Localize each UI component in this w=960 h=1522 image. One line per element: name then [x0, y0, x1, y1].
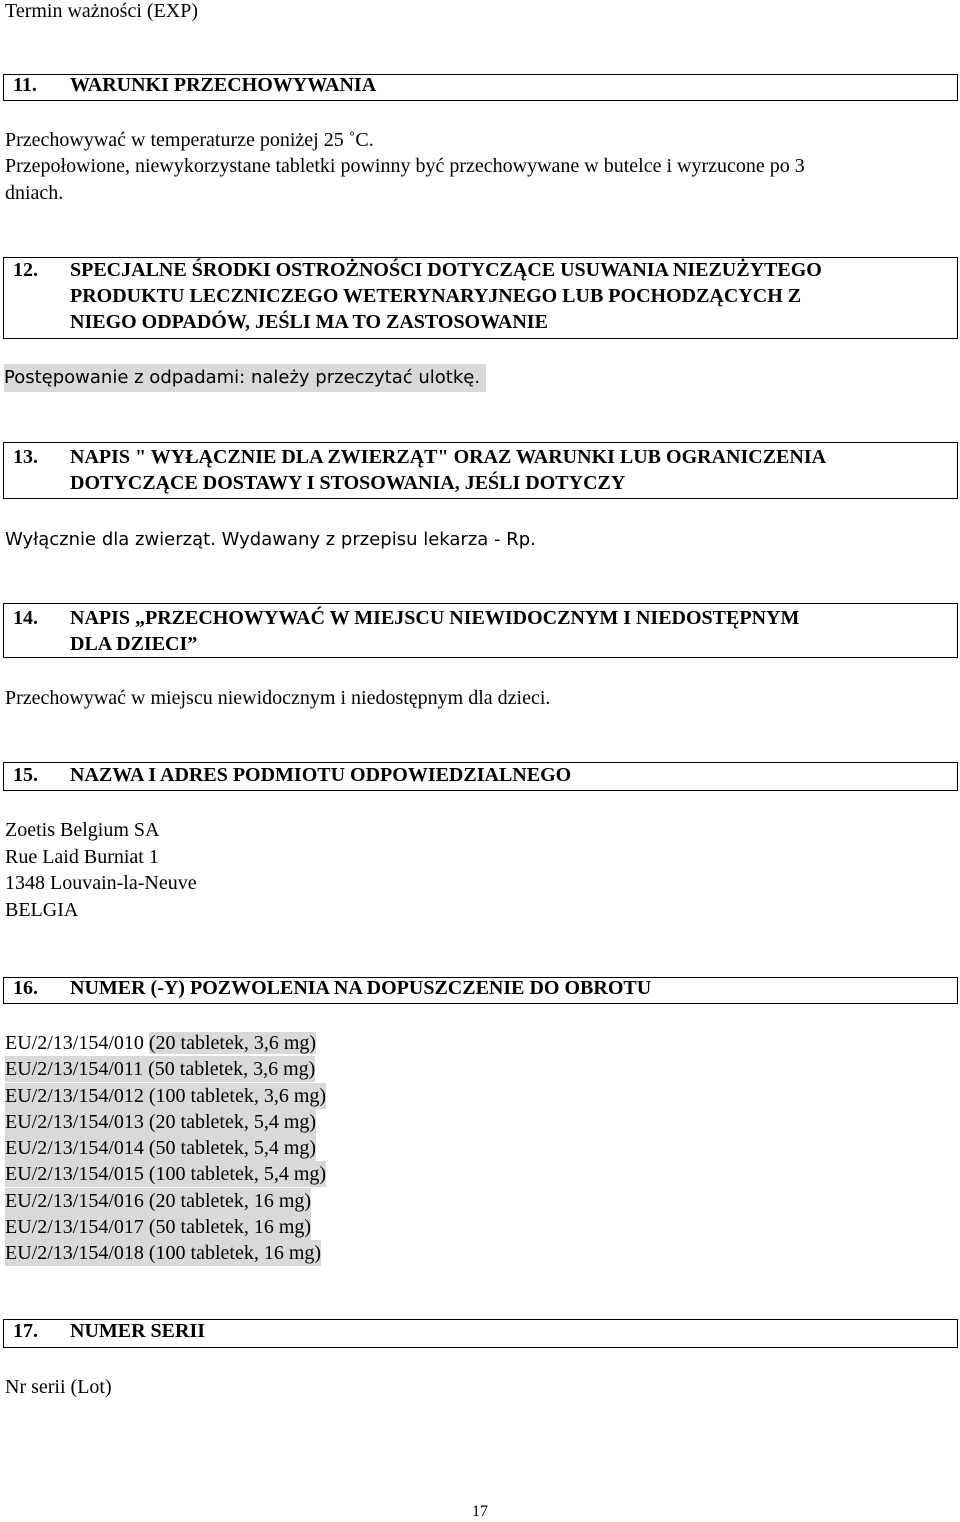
animals-only-text: Wyłącznie dla zwierząt. Wydawany z przepisu lekarza - Rp.: [5, 529, 536, 550]
section-16-header: [3, 977, 958, 1004]
section-11-number: 11.: [13, 74, 37, 96]
section-14-title-line-2: DLA DZIECI”: [70, 633, 198, 655]
section-15-number: 15.: [13, 764, 38, 786]
authorization-number: EU/2/13/154/015 (100 tabletek, 5,4 mg): [5, 1163, 327, 1185]
address-street: Rue Laid Burniat 1: [5, 846, 159, 868]
page-number: 17: [472, 1503, 488, 1520]
address-city: 1348 Louvain-la-Neuve: [5, 872, 197, 894]
authorization-number: [5, 1030, 316, 1056]
section-12-title-line-2: PRODUKTU LECZNICZEGO WETERYNARYJNEGO LUB POCHODZĄCYCH Z: [70, 285, 802, 307]
authorization-number: EU/2/13/154/016 (20 tabletek, 16 mg): [5, 1190, 312, 1212]
address-country: BELGIA: [5, 899, 79, 921]
authorization-number: EU/2/13/154/018 (100 tabletek, 16 mg): [5, 1242, 322, 1264]
section-13-number: 13.: [13, 446, 38, 468]
storage-text-line-3: dniach.: [5, 182, 64, 204]
batch-number-text: Nr serii (Lot): [5, 1376, 112, 1398]
section-17-title: NUMER SERII: [70, 1320, 206, 1342]
section-16-title: NUMER (-Y) POZWOLENIA NA DOPUSZCZENIE DO OBROTU: [70, 977, 652, 999]
section-15-header: [3, 762, 958, 791]
section-14-header: [3, 603, 958, 658]
address-company: Zoetis Belgium SA: [5, 819, 160, 841]
section-14-number: 14.: [13, 607, 38, 629]
section-12-number: 12.: [13, 259, 38, 281]
section-15-title: NAZWA I ADRES PODMIOTU ODPOWIEDZIALNEGO: [70, 764, 572, 786]
section-13-title-line-1: NAPIS " WYŁĄCZNIE DLA ZWIERZĄT" ORAZ WARUNKI LUB OGRANICZENIA: [70, 446, 827, 468]
section-11-header: [3, 74, 958, 101]
authorization-number: EU/2/13/154/017 (50 tabletek, 16 mg): [5, 1216, 312, 1238]
exp-heading: Termin ważności (EXP): [5, 0, 198, 22]
storage-text-line-1: Przechowywać w temperaturze poniżej 25 ˚C.: [5, 129, 374, 151]
section-12-header: [3, 257, 958, 339]
authorization-code: EU/2/13/154/010: [5, 1032, 149, 1054]
section-12-title-line-1: SPECJALNE ŚRODKI OSTROŻNOŚCI DOTYCZĄCE USUWANIA NIEZUŻYTEGO: [70, 259, 822, 281]
storage-text-line-2: Przepołowione, niewykorzystane tabletki powinny być przechowywane w butelce i wyrzucone po 3: [5, 155, 805, 177]
section-13-header: [3, 442, 958, 499]
section-17-number: 17.: [13, 1320, 38, 1342]
section-13-title-line-2: DOTYCZĄCE DOSTAWY I STOSOWANIA, JEŚLI DOTYCZY: [70, 472, 626, 494]
authorization-number: EU/2/13/154/014 (50 tabletek, 5,4 mg): [5, 1137, 317, 1159]
section-12-title-line-3: NIEGO ODPADÓW, JEŚLI MA TO ZASTOSOWANIE: [70, 311, 548, 333]
authorization-number: EU/2/13/154/012 (100 tabletek, 3,6 mg): [5, 1085, 327, 1107]
authorization-number: EU/2/13/154/013 (20 tabletek, 5,4 mg): [5, 1111, 317, 1133]
section-11-title: WARUNKI PRZECHOWYWANIA: [70, 74, 377, 96]
waste-text: Postępowanie z odpadami: należy przeczytać ulotkę.: [4, 364, 486, 392]
section-17-header: [3, 1319, 958, 1348]
section-14-title-line-1: NAPIS „PRZECHOWYWAĆ W MIEJSCU NIEWIDOCZNYM I NIEDOSTĘPNYM: [70, 607, 800, 629]
authorization-number: EU/2/13/154/011 (50 tabletek, 3,6 mg): [5, 1058, 316, 1080]
authorization-pack-size: (20 tabletek, 3,6 mg): [148, 1032, 317, 1054]
children-warning-text: Przechowywać w miejscu niewidocznym i niedostępnym dla dzieci.: [5, 687, 551, 709]
section-16-number: 16.: [13, 977, 38, 999]
